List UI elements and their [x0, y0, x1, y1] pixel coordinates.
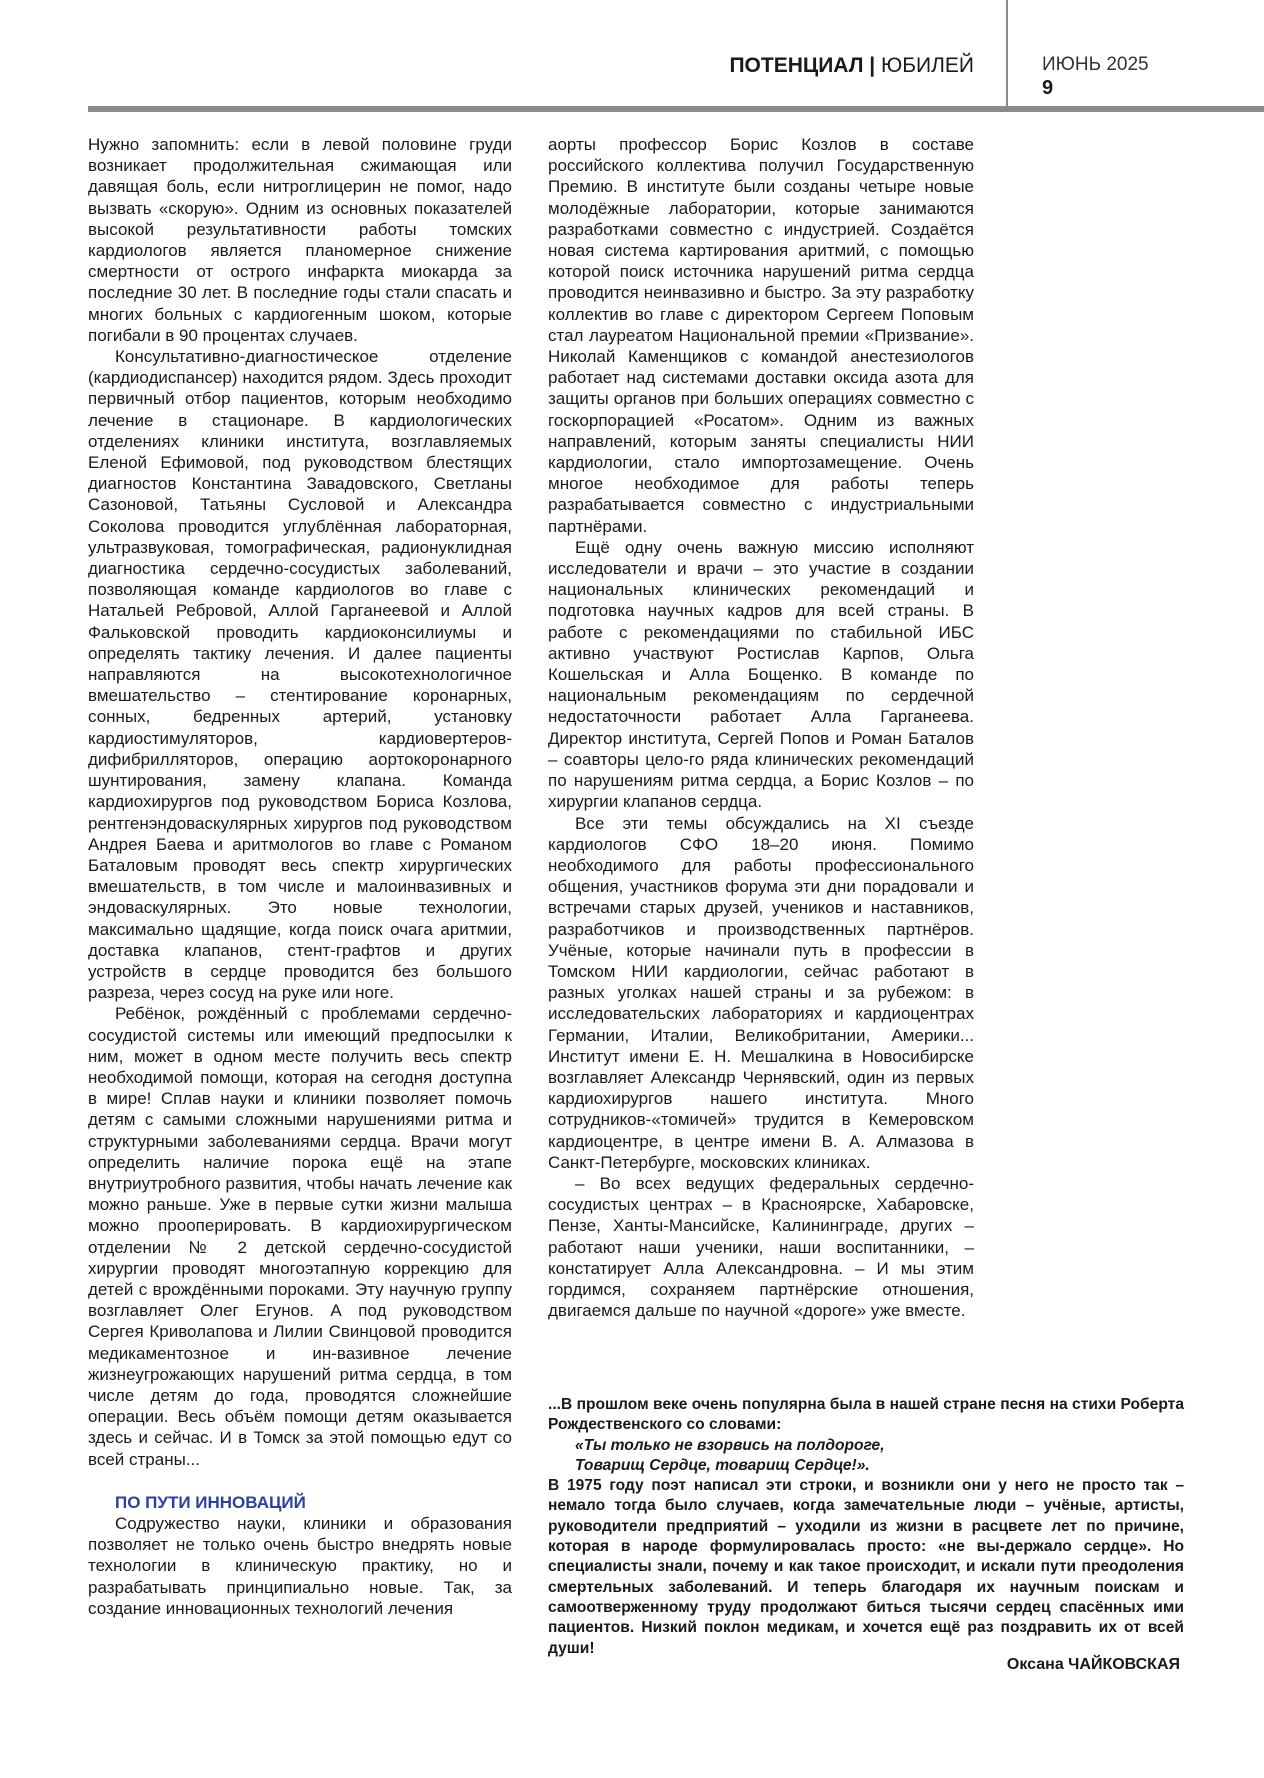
paragraph: Содружество науки, клиники и образования позволяет не только очень быстро внедрять новые технологии в клиническую практику, но и разрабатывать принципиально новые. Так, за создание инновационных технологий лечения [88, 1514, 512, 1618]
page-number: 9 [1042, 77, 1054, 99]
paragraph: Все эти темы обсуждались на XI съезде кардиологов СФО 18–20 июня. Помимо необходимого для работы профессионального общения, участников форума эти дни порадовали и встречами старых друзей, учеников и наставников, разработчиков и производственных партнёров. Учёные, которые начинали путь в профессии в Томском НИИ кардиологии, сейчас работают в разных уголках нашей страны и за рубежом: в исследовательских лабораториях и кардиоцентрах Германии, Италии, Великобритании, Америки... Институт имени Е. Н. Мешалкина в Новосибирске возглавляет Александр Чернявский, один из первых кардиохирургов нашего института. Много сотрудников-«томичей» трудится в Кемеровском кардиоцентре, в центре имени В. А. Алмазова в Санкт-Петербурге, московских клиниках. [548, 813, 974, 1172]
closing-note [548, 1395, 1184, 1659]
paragraph: аорты профессор Борис Козлов в составе российского коллектива получил Государственную Премию. В институте были созданы четыре новые молодёжные лаборатории, которые занимаются разработками совместно с индустрией. Создаётся новая система картирования аритмий, с помощью которой поиск источника нарушений ритма сердца проводится неинвазивно и быстро. За эту разработку коллектив во главе с директором Сергеем Поповым стал лауреатом Национальной премии «Призвание». Николай Каменщиков с командой анестезиологов работает над системами доставки оксида азота для защиты органов при больших операциях совместно с госкорпорацией «Росатом». Одним из важных направлений, которым заняты специалисты НИИ кардиологии, стало импортозамещение. Очень многое необходимое для работы теперь разрабатывается совместно с индустриальными партнёрами. [548, 135, 974, 536]
section-name: ПОТЕНЦИАЛ [729, 54, 864, 77]
paragraph: Ребёнок, рождённый с проблемами сердечно-сосудистой системы или имеющий предпосылки к ним, может в одном месте получить весь спектр необходимой помощи, которая на сегодня доступна в мире! Сплав науки и клиники позволяет помочь детям с самыми сложными нарушениями ритма и структурными заболеваниями сердца. Врачи могут определить наличие порока ещё на этапе внутриутробного развития, чтобы начать лечение как можно раньше. Уже в первые сутки жизни малыша можно прооперировать. В кардиохирургическом отделении № 2 детской сердечно-сосудистой хирургии проводят многоэтапную коррекцию для детей с врождёнными пороками. Эту научную группу возглавляет Олег Егунов. А под руководством Сергея Криволапова и Лилии Свинцовой проводится медикаментозное и ин-вазивное лечение жизнеугрожающих нарушений ритма сердца, в том числе детям до года, проводятся сложнейшие операции. Весь объём помощи детям оказывается здесь и сейчас. И в Томск за этой помощью едут со всей страны... [88, 1004, 512, 1469]
verse-line: «Ты только не взорвись на полдороге, [575, 1436, 885, 1454]
article-column-left [88, 134, 512, 1619]
rubric-name: ЮБИЛЕЙ [881, 54, 974, 77]
header-divider [1006, 0, 1008, 106]
header-rule [88, 106, 1264, 112]
issue-date: ИЮНЬ 2025 [1042, 54, 1149, 75]
verse-line: Товарищ Сердце, товарищ Сердце!». [575, 1456, 870, 1474]
header-separator: | [863, 54, 882, 77]
closing-intro: ...В прошлом веке очень популярна была в нашей стране песня на стихи Роберта Рождественского со словами: [548, 1396, 1184, 1434]
closing-body: В 1975 году поэт написал эти строки, и возникли они у него не просто так – немало тогда было случаев, когда замечательные люди – учёные, артисты, руководители предприятий – уходили из жизни в расцвете лет по причине, которая в народе формулировалась просто: «не вы-держало сердце». Но специалисты знали, почему и как такое происходит, и искали пути преодоления смертельных заболеваний. И теперь благодаря их научным поискам и самоотверженному труду продолжают биться тысячи сердец спасённых ими пациентов. Низкий поклон медикам, и хочется ещё раз поздравить их от всей души! [548, 1477, 1184, 1657]
paragraph: Ещё одну очень важную миссию исполняют исследователи и врачи – это участие в создании национальных клинических рекомендаций и подготовка научных кадров для всей страны. В работе с рекомендациями по стабильной ИБС активно участвуют Ростислав Карпов, Ольга Кошельская и Алла Бощенко. В команде по национальным рекомендациям по сердечной недостаточности работает Алла Гарганеева. Директор института, Сергей Попов и Роман Баталов – соавторы цело-го ряда клинических рекомендаций по нарушениям ритма сердца, а Борис Козлов – по хирургии клапанов сердца. [548, 537, 974, 812]
running-header [729, 54, 974, 78]
paragraph: – Во всех ведущих федеральных сердечно-сосудистых центрах – в Красноярске, Хабаровске, Пензе, Ханты-Мансийске, Калининграде, других – работают наши ученики, наши воспитанники, – констатирует Алла Александровна. – И мы этим гордимся, сохраняем партнёрские отношения, двигаемся дальше по научной «дороге» уже вместе. [548, 1173, 974, 1321]
section-subheading: ПО ПУТИ ИННОВАЦИЙ [115, 1492, 306, 1512]
paragraph: Нужно запомнить: если в левой половине груди возникает продолжительная сжимающая или давящая боль, если нитроглицерин не помог, надо вызвать «скорую». Одним из основных показателей высокой результативности работы томских кардиологов является планомерное снижение смертности от острого инфаркта миокарда за последние 30 лет. В последние годы стали спасать и многих больных с кардиогенным шоком, которые погибали в 90 процентах случаев. [88, 135, 512, 345]
paragraph: Консультативно-диагностическое отделение (кардиодиспансер) находится рядом. Здесь проходит первичный отбор пациентов, которым необходимо лечение в стационаре. В кардиологических отделениях клиники института, возглавляемых Еленой Ефимовой, под руководством блестящих диагностов Константина Завадовского, Светланы Сазоновой, Татьяны Сусловой и Александра Соколова проводится углублённая лабораторная, ультразвуковая, томографическая, радионуклидная диагностика сердечно-сосудистых заболеваний, позволяющая команде кардиологов во главе с Натальей Ребровой, Аллой Гарганеевой и Аллой Фальковской проводить кардиоконсилиумы и определять тактику лечения. И далее пациенты направляются на высокотехнологичное вмешательство – стентирование коронарных, сонных, бедренных артерий, установку кардиостимуляторов, кардиовертеров-дифибрилляторов, операцию аортокоронарного шунтирования, замену клапана. Команда кардиохирургов под руководством Бориса Козлова, рентгенэндоваскулярных хирургов под руководством Андрея Баева и аритмологов во главе с Романом Баталовым проводят весь спектр хирургических вмешательств, в том числе и малоинвазивных и эндоваскулярных. Это новые технологии, максимально щадящие, когда поиск очага аритмии, доставка клапанов, стент-графтов и других устройств в сердце проводится без большого разреза, через сосуд на руке или ноге. [88, 347, 512, 1003]
article-column-right [548, 134, 974, 1321]
author-signature: Оксана ЧАЙКОВСКАЯ [1006, 1656, 1180, 1673]
